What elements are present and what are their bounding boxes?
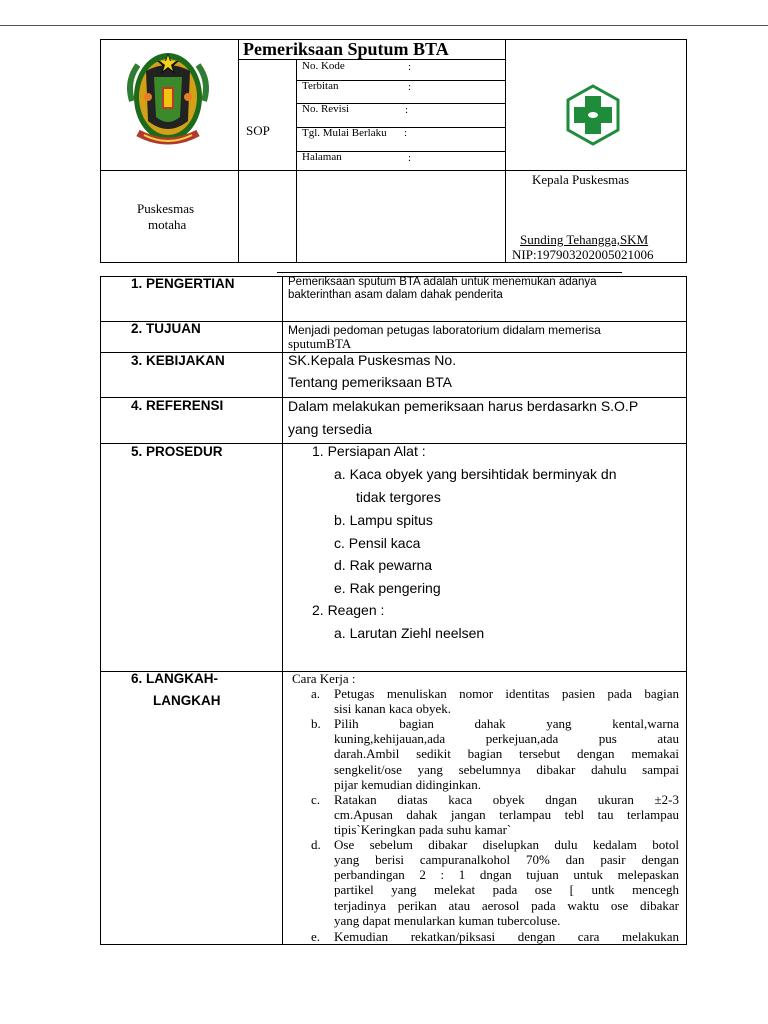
header-middle-rule xyxy=(100,170,687,171)
prosedur-item-b: b. Lampu spitus xyxy=(334,512,433,528)
section-label-referensi: 4. REFERENSI xyxy=(131,398,224,413)
referensi-text-line2: yang tersedia xyxy=(288,421,373,437)
step-d-line5: terjadinya perikan atau aerosol pada waktu ose dibakar xyxy=(334,898,679,913)
kepala-puskesmas-name: Sunding Tehangga,SKM xyxy=(520,232,649,247)
step-d-line2: yang berisi campuranalkohol 70% dan pasir dengan xyxy=(334,852,679,867)
page-top-rule xyxy=(0,25,768,26)
tujuan-text-line1: Menjadi pedoman petugas laboratorium didalam memerisa xyxy=(288,323,601,337)
step-d-line1: Ose sebelum dibakar diselupkan dulu kedalam botol xyxy=(334,837,679,852)
cara-kerja-heading: Cara Kerja : xyxy=(292,671,356,686)
step-a-line1: Petugas menuliskan nomor identitas pasien pada bagian xyxy=(334,686,679,701)
field-halaman-sep: : xyxy=(408,152,412,164)
section-label-kebijakan: 3. KEBIJAKAN xyxy=(131,353,225,368)
sop-label: SOP xyxy=(246,123,270,138)
step-e-marker: e. xyxy=(311,929,321,944)
field-halaman-label: Halaman xyxy=(302,151,342,163)
puskesmas-name-line2: motaha xyxy=(148,217,187,232)
field-no-revisi-label: No. Revisi xyxy=(302,103,350,115)
field-no-kode-label: No. Kode xyxy=(302,60,345,72)
kepala-puskesmas-title: Kepala Puskesmas xyxy=(532,172,630,187)
field-tgl-mulai-label: Tgl. Mulai Berlaku xyxy=(302,127,387,139)
step-d-line4: partikel yang melekat pada ose [ untk mencegh xyxy=(334,882,679,897)
field-no-kode-sep: : xyxy=(408,61,412,73)
step-c-line1: Ratakan diatas kaca obyek dngan ukuran ±2-3 xyxy=(334,792,679,807)
prosedur-item-e: e. Rak pengering xyxy=(334,580,441,596)
field-terbitan-label: Terbitan xyxy=(302,80,339,92)
pengertian-text-line2: bakterinthan asam dalam dahak penderita xyxy=(288,289,503,301)
section-label-pengertian: 1. PENGERTIAN xyxy=(131,276,235,291)
prosedur-item-a-cont: tidak tergores xyxy=(356,489,441,505)
header-divider-sop xyxy=(296,59,297,263)
puskesmas-logo xyxy=(562,84,624,146)
prosedur-reagen-item-a: a. Larutan Ziehl neelsen xyxy=(334,625,485,641)
step-c-marker: c. xyxy=(311,792,321,807)
step-b-line4: sengkelit/ose yang sebelumnya dibakar dahulu sampai xyxy=(334,762,679,777)
step-c-line3: tipis`Keringkan pada suhu kamar` xyxy=(334,822,512,837)
regional-coat-of-arms-logo xyxy=(118,41,218,153)
tujuan-text-line2: sputumBTA xyxy=(288,336,352,351)
content-top-rule xyxy=(277,272,622,273)
step-c-line2: cm.Apusan dahak jangan terlampau tebl tau terlampau xyxy=(334,807,679,822)
step-b-line1: Pilih bagian dahak yang kental,warna xyxy=(334,716,679,731)
prosedur-item-d: d. Rak pewarna xyxy=(334,557,433,573)
pengertian-text-line1: Pemeriksaan sputum BTA adalah untuk menemukan adanya xyxy=(288,276,597,288)
prosedur-persiapan-alat-heading: 1. Persiapan Alat : xyxy=(312,443,426,459)
step-b-line2: kuning,kehijauan,ada perkejuan,ada pus atau xyxy=(334,731,679,746)
step-d-line6: yang dapat menularkan kuman tubercoluse. xyxy=(334,913,561,928)
kepala-puskesmas-nip: NIP:197903202005021006 xyxy=(512,247,654,262)
puskesmas-name-line1: Puskesmas xyxy=(137,201,195,216)
referensi-text-line1: Dalam melakukan pemeriksaan harus berdasarkn S.O.P xyxy=(288,398,639,414)
content-label-divider xyxy=(282,276,283,945)
prosedur-item-c: c. Pensil kaca xyxy=(334,535,421,551)
header-divider-logo xyxy=(238,39,239,263)
section-label-tujuan: 2. TUJUAN xyxy=(131,321,201,336)
field-no-revisi-sep: : xyxy=(405,104,409,116)
field-terbitan-sep: : xyxy=(408,81,412,93)
prosedur-item-a: a. Kaca obyek yang bersihtidak berminyak dn xyxy=(334,466,617,482)
document-title: Pemeriksaan Sputum BTA xyxy=(243,39,449,59)
step-b-line3: darah.Ambil sedikit bagian tersebut dengan memakai xyxy=(334,746,679,761)
prosedur-reagen-heading: 2. Reagen : xyxy=(312,602,385,618)
kebijakan-text-line2: Tentang pemeriksaan BTA xyxy=(288,374,452,390)
step-a-marker: a. xyxy=(311,686,321,701)
section-label-langkah-cont: LANGKAH xyxy=(153,693,221,708)
step-b-line5: pijar kemudian didinginkan. xyxy=(334,777,481,792)
section-label-prosedur: 5. PROSEDUR xyxy=(131,444,223,459)
step-d-marker: d. xyxy=(311,837,321,852)
section-label-langkah: 6. LANGKAH- xyxy=(131,671,218,686)
step-d-line3: perbandingan 2 : 1 dngan tujuan untuk melepaskan xyxy=(334,867,679,882)
kebijakan-text-line1: SK.Kepala Puskesmas No. xyxy=(288,352,457,368)
step-b-marker: b. xyxy=(311,716,321,731)
field-tgl-mulai-sep: : xyxy=(404,127,408,139)
step-e-line1: Kemudian rekatkan/piksasi dengan cara melakukan xyxy=(334,929,679,944)
step-a-line2: sisi kanan kaca obyek. xyxy=(334,701,451,716)
